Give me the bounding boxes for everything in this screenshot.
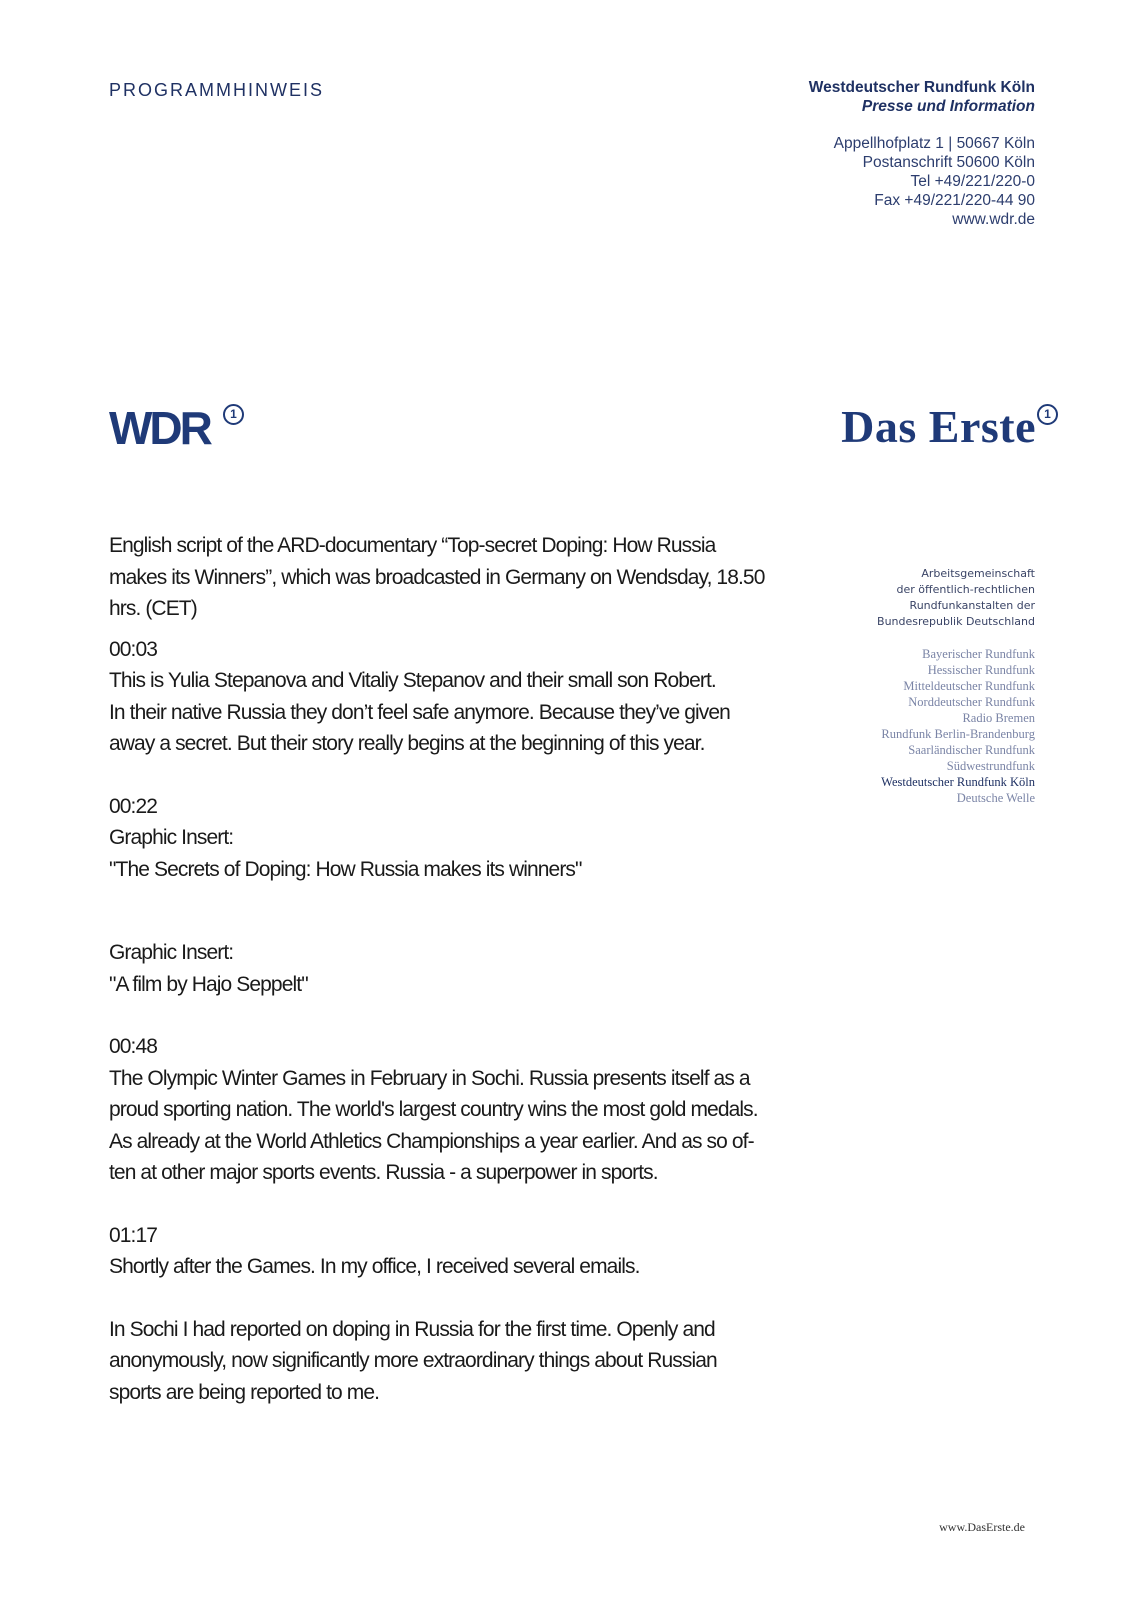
paragraph-line: anonymously, now significantly more extraordinary things about Russian: [109, 1349, 717, 1372]
address-line: Appellhofplatz 1 | 50667 Köln: [833, 135, 1035, 152]
paragraph-line: Shortly after the Games. In my office, I received several emails.: [109, 1255, 640, 1278]
member-item: Südwestrundfunk: [946, 759, 1035, 773]
paragraph-line: proud sporting nation. The world's largest country wins the most gold medals.: [109, 1098, 758, 1121]
paragraph-line: "The Secrets of Doping: How Russia makes its winners": [109, 857, 582, 881]
wdr-logo-text: WDR: [109, 402, 210, 454]
section-label: Graphic Insert:: [109, 826, 234, 849]
member-item: Saarländischer Rundfunk: [908, 743, 1035, 757]
das-erste-logo-text: Das Erste: [841, 401, 1036, 452]
ard-members-sidebar: [877, 566, 1035, 806]
paragraph-line: "A film by Hajo Seppelt": [109, 972, 308, 996]
paragraph-line: ten at other major sports events. Russia - a superpower in sports.: [109, 1161, 658, 1184]
paragraph-line: This is Yulia Stepanova and Vitaliy Stepanov and their small son Robert.: [109, 669, 716, 692]
sender-address-block: [809, 78, 1035, 229]
member-item: Bayerischer Rundfunk: [922, 647, 1035, 661]
timestamp: 00:03: [109, 637, 158, 661]
ard-description-line: Rundfunkanstalten der: [909, 599, 1035, 612]
footer-website-link[interactable]: www.DasErste.de: [939, 1520, 1025, 1534]
ard-description: [877, 566, 1035, 630]
org-name: Westdeutscher Rundfunk Köln: [808, 79, 1035, 96]
das-erste-logo: [841, 401, 1051, 452]
fax-line: Fax +49/221/220-44 90: [874, 192, 1035, 209]
member-item: Rundfunk Berlin-Brandenburg: [881, 727, 1035, 741]
ard-description-line: Bundesrepublik Deutschland: [877, 615, 1035, 628]
department-name: Presse und Information: [861, 98, 1035, 115]
intro-line: hrs. (CET): [109, 597, 197, 620]
member-item-highlighted: Westdeutscher Rundfunk Köln: [881, 775, 1035, 789]
document-label: PROGRAMMHINWEIS: [109, 80, 325, 100]
ard-one-badge-icon: 1: [223, 404, 244, 425]
member-item: Radio Bremen: [962, 711, 1035, 725]
member-item: Hessischer Rundfunk: [927, 663, 1035, 677]
timestamp: 00:48: [109, 1035, 158, 1058]
paragraph-line: In their native Russia they don’t feel safe anymore. Because they’ve given: [109, 700, 730, 724]
ard-description-line: der öffentlich-rechtlichen: [896, 583, 1035, 596]
intro-line: makes its Winners”, which was broadcasted in Germany on Wendsday, 18.50: [109, 565, 765, 589]
member-list: [877, 646, 1035, 806]
timestamp: 00:22: [109, 794, 158, 818]
paragraph-line: away a secret. But their story really begins at the beginning of this year.: [109, 732, 705, 755]
paragraph-line: sports are being reported to me.: [109, 1380, 380, 1404]
member-item: Mitteldeutscher Rundfunk: [903, 679, 1035, 693]
timestamp: 01:17: [109, 1223, 158, 1247]
wdr-logo: [109, 402, 237, 454]
phone-line: Tel +49/221/220-0: [910, 173, 1035, 190]
address-line: Postanschrift 50600 Köln: [862, 154, 1035, 171]
intro-line: English script of the ARD-documentary “Top-secret Doping: How Russia: [109, 534, 716, 557]
member-item: Deutsche Welle: [956, 791, 1035, 805]
section-label: Graphic Insert:: [109, 941, 234, 964]
paragraph-line: In Sochi I had reported on doping in Russia for the first time. Openly and: [109, 1317, 715, 1341]
ard-one-badge-icon: 1: [1037, 404, 1058, 425]
paragraph-line: As already at the World Athletics Championships a year earlier. And as so of-: [109, 1129, 754, 1153]
paragraph-line: The Olympic Winter Games in February in Sochi. Russia presents itself as a: [109, 1066, 750, 1090]
script-body: [109, 530, 829, 1408]
ard-description-line: Arbeitsgemeinschaft: [921, 567, 1035, 580]
member-item: Norddeutscher Rundfunk: [908, 695, 1035, 709]
website-link[interactable]: www.wdr.de: [952, 211, 1035, 228]
